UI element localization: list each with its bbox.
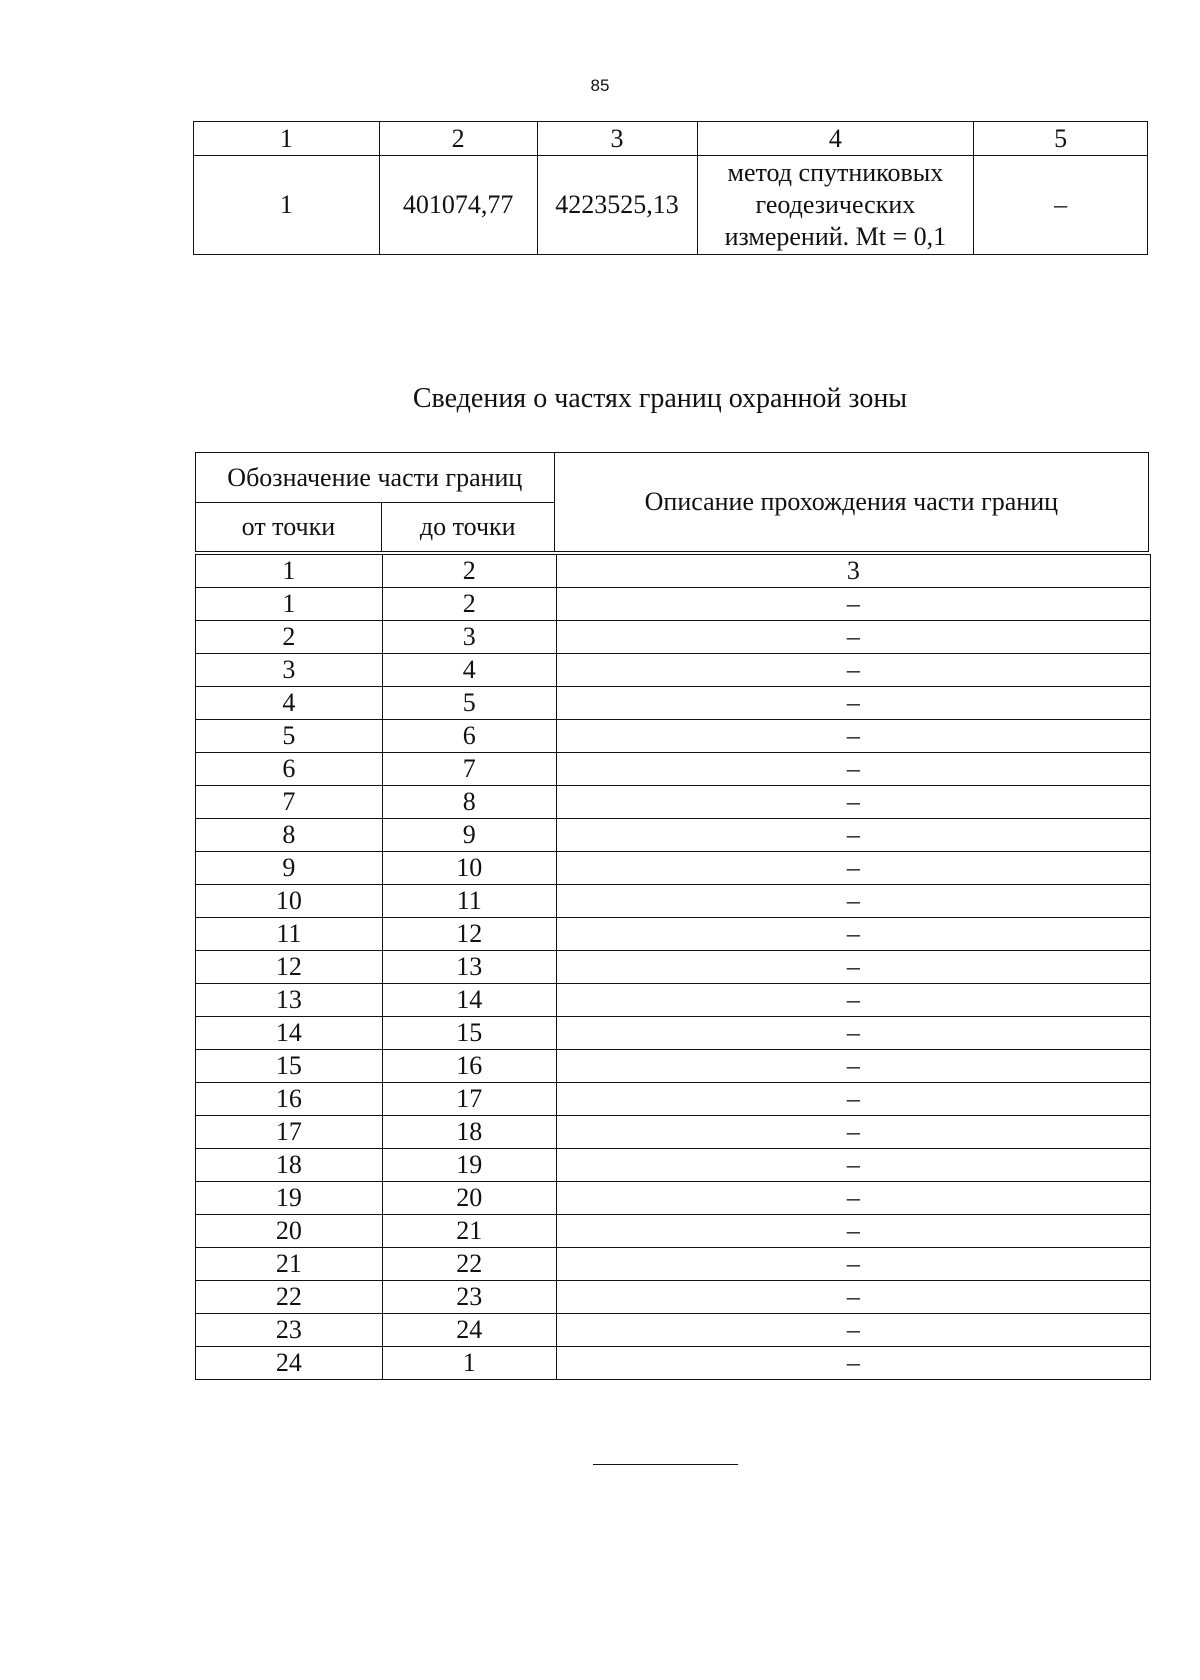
table-row (196, 621, 1151, 654)
from-point-cell: 12 (196, 951, 383, 984)
description-cell: – (556, 1182, 1150, 1215)
from-point-cell: 24 (196, 1347, 383, 1380)
to-point-cell: 5 (382, 687, 556, 720)
to-point-cell: 2 (382, 588, 556, 621)
to-point-cell: 14 (382, 984, 556, 1017)
from-point-cell: 10 (196, 885, 383, 918)
to-point-cell: 16 (382, 1050, 556, 1083)
table-row (196, 1017, 1151, 1050)
table-row (196, 1314, 1151, 1347)
description-cell: – (556, 687, 1150, 720)
table-row (196, 1116, 1151, 1149)
to-point-cell: 6 (382, 720, 556, 753)
description-cell: – (556, 621, 1150, 654)
from-point-header: от точки (196, 502, 382, 552)
table-row (196, 885, 1151, 918)
to-point-cell: 18 (382, 1116, 556, 1149)
table-row (196, 720, 1151, 753)
to-point-cell: 20 (382, 1182, 556, 1215)
table-row (194, 156, 1148, 255)
section-title: Сведения о частях границ охранной зоны (412, 383, 908, 414)
to-point-cell: 24 (382, 1314, 556, 1347)
column-number: 3 (556, 555, 1150, 588)
from-point-cell: 9 (196, 852, 383, 885)
description-cell: – (556, 819, 1150, 852)
description-cell: – (556, 1215, 1150, 1248)
table-row (196, 1050, 1151, 1083)
to-point-cell: 17 (382, 1083, 556, 1116)
from-point-cell: 11 (196, 918, 383, 951)
to-point-cell: 15 (382, 1017, 556, 1050)
to-point-cell: 12 (382, 918, 556, 951)
column-number-1: 1 (194, 122, 380, 156)
description-cell: – (556, 984, 1150, 1017)
description-header: Описание прохождения части границ (554, 453, 1148, 552)
table-row (196, 918, 1151, 951)
method-line: геодезических (755, 190, 916, 219)
to-point-cell: 13 (382, 951, 556, 984)
to-point-cell: 19 (382, 1149, 556, 1182)
parts-table (195, 554, 1151, 1380)
page-number: 85 (590, 76, 610, 95)
closing-rule (593, 1464, 738, 1465)
from-point-cell: 4 (196, 687, 383, 720)
table-row (196, 654, 1151, 687)
description-cell: – (556, 720, 1150, 753)
coordinate-x: 401074,77 (379, 156, 537, 255)
determination-method (697, 156, 974, 255)
to-point-cell: 4 (382, 654, 556, 687)
description-cell: – (556, 1116, 1150, 1149)
description-cell: – (556, 1347, 1150, 1380)
table-row (196, 819, 1151, 852)
from-point-cell: 8 (196, 819, 383, 852)
table-row (196, 1248, 1151, 1281)
description-cell: – (556, 1149, 1150, 1182)
description-cell: – (556, 1083, 1150, 1116)
from-point-cell: 2 (196, 621, 383, 654)
from-point-cell: 15 (196, 1050, 383, 1083)
table-row (196, 1149, 1151, 1182)
to-point-header: до точки (381, 502, 554, 552)
from-point-cell: 5 (196, 720, 383, 753)
description-cell: – (556, 1281, 1150, 1314)
point-description: – (974, 156, 1148, 255)
column-number-3: 3 (537, 122, 697, 156)
from-point-cell: 17 (196, 1116, 383, 1149)
from-point-cell: 21 (196, 1248, 383, 1281)
from-point-cell: 3 (196, 654, 383, 687)
from-point-cell: 18 (196, 1149, 383, 1182)
to-point-cell: 22 (382, 1248, 556, 1281)
table-row (196, 753, 1151, 786)
description-cell: – (556, 588, 1150, 621)
to-point-cell: 9 (382, 819, 556, 852)
to-point-cell: 7 (382, 753, 556, 786)
to-point-cell: 3 (382, 621, 556, 654)
to-point-cell: 8 (382, 786, 556, 819)
column-number-5: 5 (974, 122, 1148, 156)
table-row (196, 1347, 1151, 1380)
table-row (196, 588, 1151, 621)
table-row (196, 1083, 1151, 1116)
from-point-cell: 6 (196, 753, 383, 786)
column-number: 2 (382, 555, 556, 588)
to-point-cell: 23 (382, 1281, 556, 1314)
coordinates-header-row (194, 122, 1148, 156)
from-point-cell: 16 (196, 1083, 383, 1116)
from-point-cell: 14 (196, 1017, 383, 1050)
table-row (196, 984, 1151, 1017)
description-cell: – (556, 1050, 1150, 1083)
from-point-cell: 23 (196, 1314, 383, 1347)
to-point-cell: 11 (382, 885, 556, 918)
method-line: измерений. Mt = 0,1 (724, 222, 947, 251)
description-cell: – (556, 654, 1150, 687)
description-cell: – (556, 918, 1150, 951)
from-point-cell: 1 (196, 588, 383, 621)
table-row (196, 852, 1151, 885)
table-row (196, 1215, 1151, 1248)
parts-table-header (195, 452, 1149, 552)
column-number-4: 4 (697, 122, 974, 156)
description-cell: – (556, 852, 1150, 885)
point-number: 1 (194, 156, 380, 255)
to-point-cell: 10 (382, 852, 556, 885)
description-cell: – (556, 1017, 1150, 1050)
column-numbers-row (196, 555, 1151, 588)
table-row (196, 1182, 1151, 1215)
from-point-cell: 20 (196, 1215, 383, 1248)
coordinate-y: 4223525,13 (537, 156, 697, 255)
from-point-cell: 22 (196, 1281, 383, 1314)
table-row (196, 1281, 1151, 1314)
from-point-cell: 19 (196, 1182, 383, 1215)
description-cell: – (556, 951, 1150, 984)
to-point-cell: 21 (382, 1215, 556, 1248)
description-cell: – (556, 1314, 1150, 1347)
method-line: метод спутниковых (727, 158, 944, 187)
from-point-cell: 13 (196, 984, 383, 1017)
column-number-2: 2 (379, 122, 537, 156)
table-row (196, 786, 1151, 819)
table-row (196, 951, 1151, 984)
table-row (196, 687, 1151, 720)
coordinates-table (193, 121, 1148, 255)
column-number: 1 (196, 555, 383, 588)
to-point-cell: 1 (382, 1347, 556, 1380)
description-cell: – (556, 786, 1150, 819)
from-point-cell: 7 (196, 786, 383, 819)
description-cell: – (556, 885, 1150, 918)
description-cell: – (556, 1248, 1150, 1281)
description-cell: – (556, 753, 1150, 786)
group-header: Обозначение части границ (196, 453, 555, 503)
